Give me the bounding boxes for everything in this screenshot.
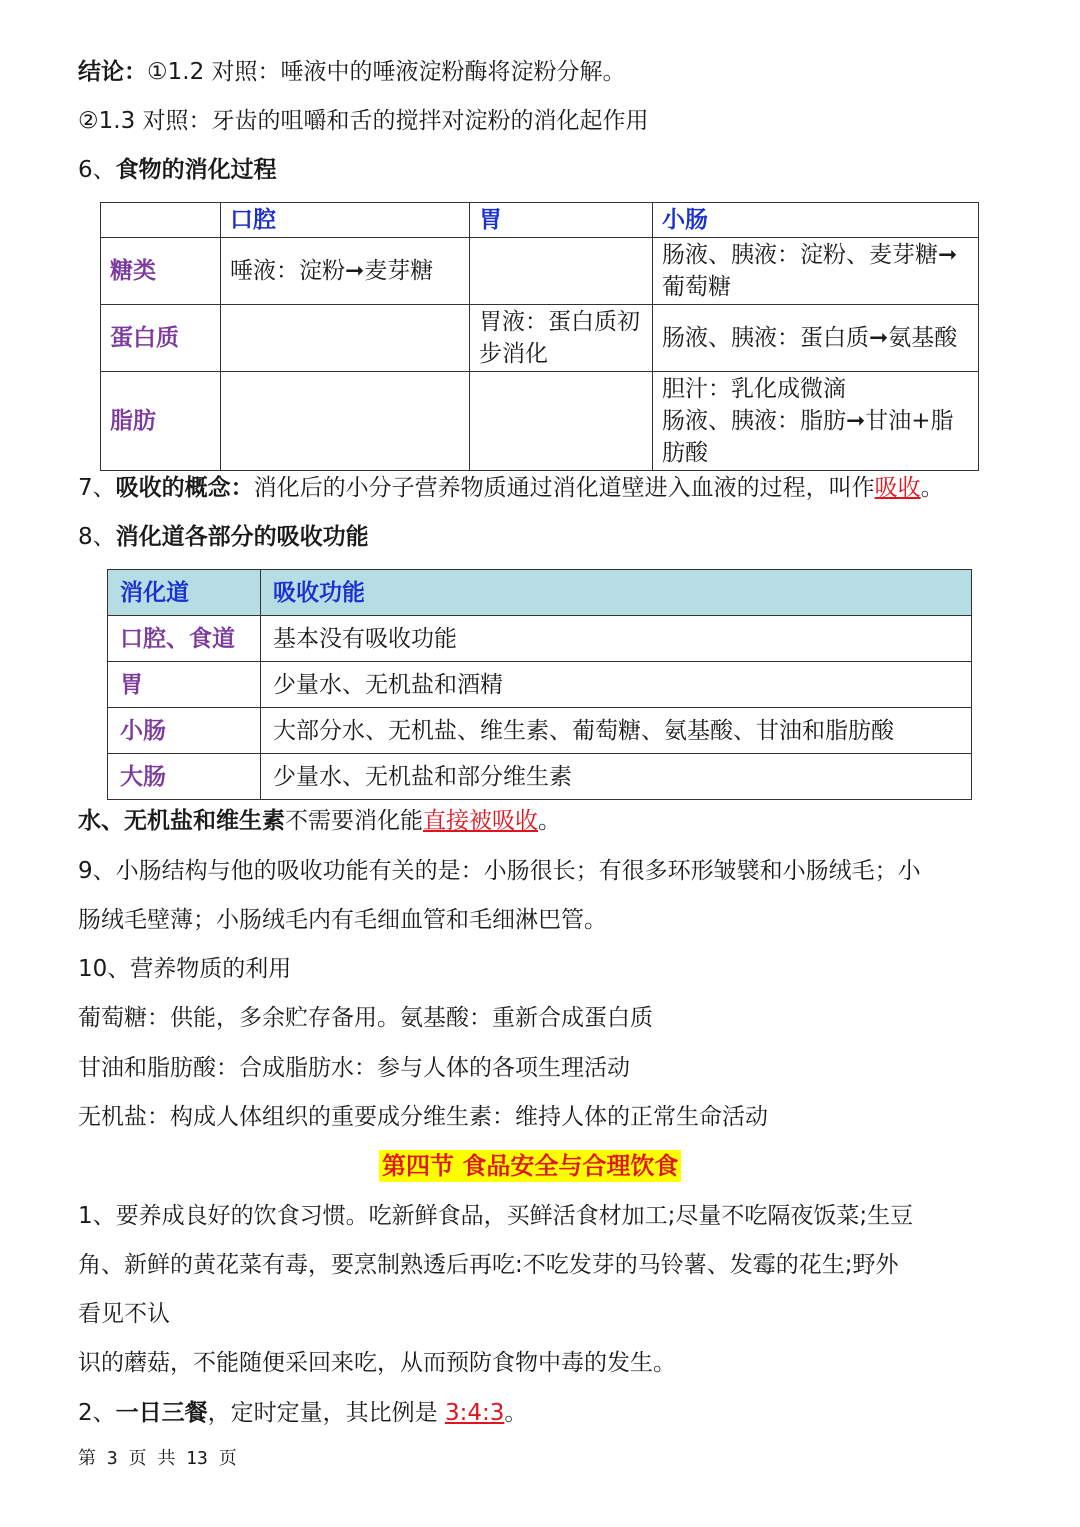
note-keyword: 直接被吸收 [423,808,538,834]
digestion-cell-mouth: 唾液：淀粉➞麦芽糖 [221,238,470,305]
paragraph-1-line-4: 识的蘑菇，不能随便采回来吃，从而预防食物中毒的发生。 [78,1350,676,1376]
digestion-cell-stomach: 胃液：蛋白质初步消化 [470,305,653,372]
digestion-cell-stomach [470,372,653,471]
section-7-title: 吸收的概念： [115,475,254,501]
digestion-cell-mouth [221,372,470,471]
digestion-row-label: 糖类 [101,238,221,305]
page-footer: 第 3 页 共 13 页 [78,1448,237,1469]
note-end: 。 [538,808,561,834]
paragraph-2-number: 2、 [78,1400,116,1426]
section-9-line-1: 9、小肠结构与他的吸收功能有关的是：小肠很长；有很多环形皱襞和小肠绒毛；小 [78,858,921,884]
paragraph-1-line-2: 角、新鲜的黄花菜有毒，要烹制熟透后再吃:不吃发芽的马铃薯、发霉的花生;野外 [78,1252,899,1278]
section-10-line-3: 无机盐：构成人体组织的重要成分维生素：维持人体的正常生命活动 [78,1104,768,1130]
note-bold: 水、无机盐和维生素 [78,808,285,834]
digestion-cell-mouth [221,305,470,372]
digestion-cell-intestine: 肠液、胰液：淀粉、麦芽糖➞葡萄糖 [653,238,979,305]
paragraph-2-end: 。 [504,1400,528,1426]
table-row-value: 基本没有吸收功能 [261,616,972,662]
digestion-cell-intestine: 肠液、胰液：蛋白质➞氨基酸 [653,305,979,372]
digestion-header-intestine: 小肠 [653,203,979,238]
table-row-label: 胃 [108,662,261,708]
absorption-note [78,806,561,836]
table-row-value: 大部分水、无机盐、维生素、葡萄糖、氨基酸、甘油和脂肪酸 [261,708,972,754]
digestion-cell-intestine [653,372,979,471]
section-7-text: 消化后的小分子营养物质通过消化道壁进入血液的过程，叫作 [253,475,875,501]
section-8-heading [78,522,369,552]
section-6-title: 食物的消化过程 [115,157,277,183]
meal-ratio: 3:4:3 [444,1400,505,1426]
table-row-label: 小肠 [108,708,261,754]
digestion-header-stomach: 胃 [470,203,653,238]
absorption-keyword: 吸收 [874,475,921,501]
digestion-header-empty [101,203,221,238]
digestion-header-mouth: 口腔 [221,203,470,238]
absorption-header-function: 吸收功能 [261,570,972,616]
section-4-title: 第四节 食品安全与合理饮食 [379,1150,681,1182]
paragraph-1-line-1: 1、要养成良好的饮食习惯。吃新鲜食品，买鲜活食材加工;尽量不吃隔夜饭菜;生豆 [78,1203,914,1229]
section-8-number: 8、 [78,524,116,550]
section-10-line-2: 甘油和脂肪酸：合成脂肪水：参与人体的各项生理活动 [78,1055,630,1081]
absorption-table [107,569,972,800]
paragraph-2-text: ，定时定量，其比例是 [207,1400,445,1426]
fat-digestion-text: 肠液、胰液：脂肪➞甘油+脂肪酸 [662,408,954,466]
absorption-header-part: 消化道 [108,570,261,616]
section-8-title: 消化道各部分的吸收功能 [115,524,369,550]
digestion-row-label: 脂肪 [101,372,221,471]
bile-text: 胆汁：乳化成微滴 [662,376,846,402]
section-7-end: 。 [920,475,944,501]
table-row-value: 少量水、无机盐和酒精 [261,662,972,708]
section-10-line-1: 葡萄糖：供能，多余贮存备用。氨基酸：重新合成蛋白质 [78,1005,653,1031]
table-row-label: 口腔、食道 [108,616,261,662]
section-7-line [78,473,944,503]
conclusion-line-2: ②1.3 对照：牙齿的咀嚼和舌的搅拌对淀粉的消化起作用 [78,108,649,134]
conclusion-label: 结论： [78,59,147,85]
digestion-cell-stomach [470,238,653,305]
section-6-heading [78,155,277,185]
table-row-label: 大肠 [108,754,261,800]
digestion-table [100,202,979,471]
conclusion-line-1 [78,57,626,87]
section-9-line-2: 肠绒毛壁薄；小肠绒毛内有毛细血管和毛细淋巴管。 [78,907,607,933]
section-6-number: 6、 [78,157,116,183]
conclusion-text-1: ①1.2 对照：唾液中的唾液淀粉酶将淀粉分解。 [147,59,626,85]
digestion-row-label: 蛋白质 [101,305,221,372]
paragraph-1-line-3: 看见不认 [78,1301,170,1327]
table-row-value: 少量水、无机盐和部分维生素 [261,754,972,800]
section-7-number: 7、 [78,475,116,501]
paragraph-2-bold: 一日三餐 [115,1400,208,1426]
section-10-title: 10、营养物质的利用 [78,956,292,982]
note-text: 不需要消化能 [285,808,423,834]
paragraph-2 [78,1398,527,1428]
